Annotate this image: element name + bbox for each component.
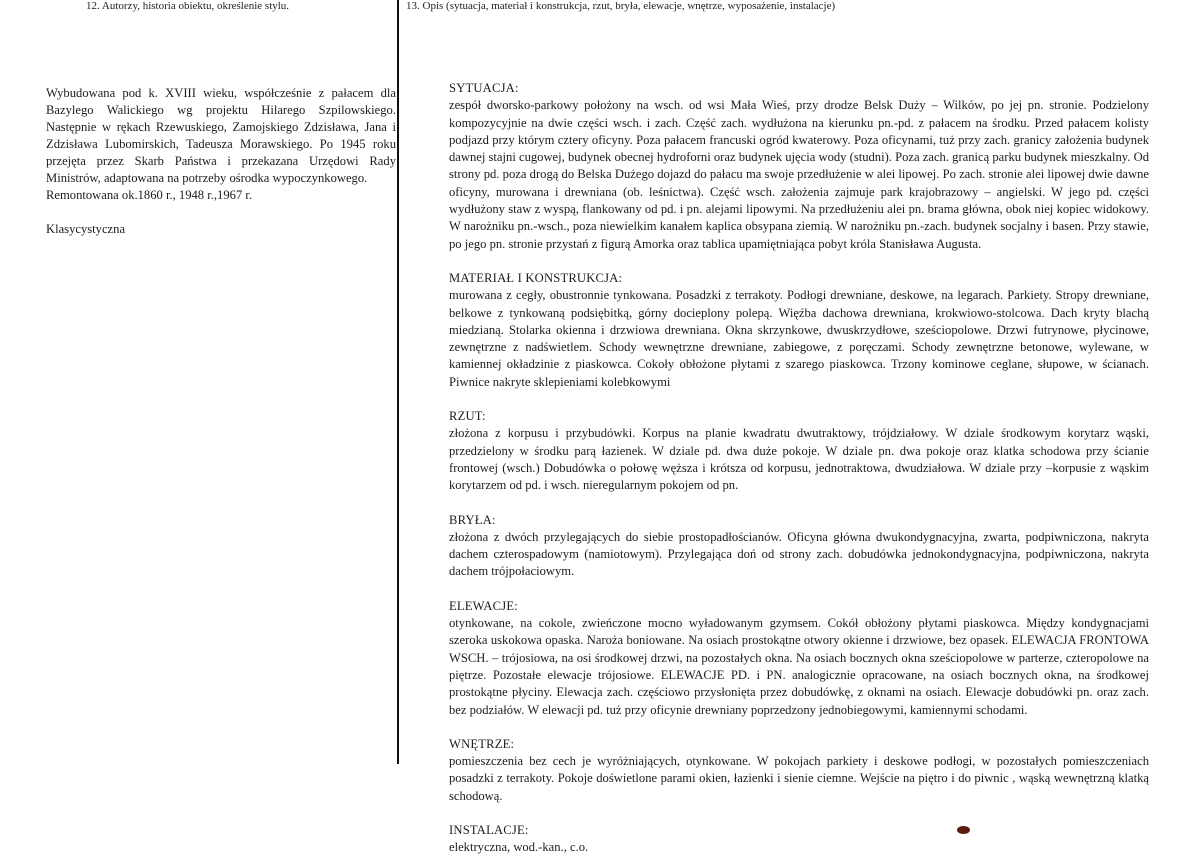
section-text: otynkowane, na cokole, zwieńczone mocno wyładowanym gzymsem. Cokół obłożony płytami piaskowca. Między kondygnacjami szeroka uskokowa opaska. Naroża boniowane. Na osiach prostokątne otwory okienne i drzwiowe, bez opasek. ELEWACJA FRONTOWA WSCH. – trójosiowa, na osi środkowej drzwi, na pozostałych okna. Na osiach bocznych okna sześciopolowe w parterze, czteropolowe na piętrze. Pozostałe elewacje trójosiowe. ELEWACJE PD. i PN. analogicznie opracowane, na osiach bocznych okna, na środkowej prostokątne płyciny. Elewacja zach. częściowo przysłonięta przez dobudówkę, z oknami na osiach. Elewacje dobudówki pn. oraz zach. bez podziałów. W elewacji pd. tuż przy oficynie drewniany poprzedzony jednobiegowymi, kamiennymi schodami. xyxy=(449,616,1149,717)
section-text: pomieszczenia bez cech je wyróżniających, otynkowane. W pokojach parkiety i deskowe podłogi, w pozostałych pomieszczeniach posadzki z terrakoty. Pokoje doświetlone parami okien, łazienki i sienie ciemne. Wejście na piętro i do piwnic , wąską wewnętrzną klatką schodową. xyxy=(449,754,1149,803)
section-text: elektryczna, wod.-kan., c.o. xyxy=(449,840,589,855)
section-text: złożona z korpusu i przybudówki. Korpus na planie kwadratu dwutraktowy, trójdziałowy. W dziale środkowym korytarz wąski, przedzielony w środku parą łazienek. W dziale pd. dwa duże pokoje. W dziale pn. dwa pokoje oraz klatka schodowa przy ścianie frontowej (wsch.) Dobudówka o połowę węższa i krótsza od korpusu, jednotraktowa, dwudziałowa. W dziale przy –korpusie z wąskim korytarzem od pd. i wsch. nieregularnym pokojem od pn. xyxy=(449,426,1149,493)
section-interior xyxy=(449,736,1149,805)
section-title: WNĘTRZE: xyxy=(449,736,515,751)
section-title: BRYŁA: xyxy=(449,512,496,527)
section-title: ELEWACJE: xyxy=(449,598,518,613)
left-column xyxy=(46,85,396,238)
section-installations xyxy=(449,822,1149,857)
ink-stain xyxy=(957,826,970,834)
section-text: murowana z cegły, obustronnie tynkowana. Posadzki z terrakoty. Podłogi drewniane, deskowe, na legarach. Parkiety. Stropy drewniane, belkowe z tynkowaną podsiębitką, górny docieplony polepą. Więźba dachowa drewniana, krokwiowo-stolcowa. Dach kryty blachą miedzianą. Stolarka okienna i drzwiowa drewniana. Okna skrzynkowe, dwuskrzydłowe, sześciopolowe. Drzwi futrynowe, płycinowe, zewnętrzne z nadświetlem. Schody wewnętrzne drewniane, zabiegowe, z poręczami. Schody zewnętrzne betonowe, wylewane, w kamiennej okładzinie z piaskowca. Cokoły obłożone płytami z szarego piaskowca. Trzony kominowe ceglane, słupowe, w ścianach. Piwnice nakryte sklepieniami kolebkowymi xyxy=(449,288,1149,389)
section-situation xyxy=(449,80,1149,253)
section-massing xyxy=(449,512,1149,581)
section-title: SYTUACJA: xyxy=(449,81,519,95)
left-column-header: 12. Autorzy, historia obiektu, określenie stylu. xyxy=(86,0,290,12)
section-title: MATERIAŁ I KONSTRUKCJA: xyxy=(449,270,623,285)
section-text: złożona z dwóch przylegających do siebie prostopadłościanów. Oficyna główna dwukondygnacyjna, zwarta, podpiwniczona, nakryta dachem czterospadowym (namiotowym). Przylegająca doń od strony zach. dobudówka jednokondygnacyjna, podpiwniczona, nakryta dachem trójpołaciowym. xyxy=(449,529,1149,579)
description-column xyxy=(449,80,1149,857)
section-elevations xyxy=(449,598,1149,719)
style-text: Klasycystyczna xyxy=(46,222,126,236)
right-column-header: 13. Opis (sytuacja, materiał i konstrukcja, rzut, bryła, elewacje, wnętrze, wyposażenie, instalacje) xyxy=(406,0,836,12)
column-divider xyxy=(397,0,399,764)
section-title: INSTALACJE: xyxy=(449,822,529,837)
renovation-text: Remontowana ok.1860 r., 1948 r.,1967 r. xyxy=(46,188,253,202)
history-text: Wybudowana pod k. XVIII wieku, współcześnie z pałacem dla Bazylego Walickiego wg projektu Hilarego Szpilowskiego. Następnie w rękach Rzewuskiego, Zamojskiego Zdzisława, Jana i Zdzisława Lubomirskich, Tadeusza Morawskiego. Po 1945 roku przejęta przez Skarb Państwa i przekazana Urzędowi Rady Ministrów, adaptowana na potrzeby ośrodka wypoczynkowego. xyxy=(46,86,396,185)
section-plan xyxy=(449,408,1149,494)
section-text: zespół dworsko-parkowy położony na wsch. od wsi Mała Wieś, przy drodze Belsk Duży – Wilków, po jej pn. stronie. Podzielony kompozycyjnie na dwie części wsch. i zach. Część zach. wydłużona na kierunku pn.-pd. z pałacem na środku. Przed pałacem kolisty podjazd przy którym cztery oficyny. Poza pałacem francuski ogród kwaterowy. Poza oficynami, tuż przy zach. granicy założenia budynek dawnej stajni cugowej, budynek obecnej hydroforni oraz budynek ujęcia wody (studni). Poza zach. granicą parku budynek mieszkalny. Od strony pd. poza drogą do Belska Dużego dojazd do pałacu ma swoje przedłużenie w alei lipowej. Po zach. stronie alei lipowej dwie dawne oficyny, murowana i drewniana (ob. leśnictwa). Część wsch. założenia zajmuje park krajobrazowy – angielski. W jego pd. części wydłużony staw z wyspą, flankowany od pd. i pn. alejami lipowymi. Na przedłużeniu alei pn. brama główna, obok niej kopiec widokowy. W narożniku pn.-wsch., poza niewielkim kanałem kaplica obsypana ziemią. W narożniku pn.-zach. budynek socjalny i basen. Przy stawie, po jego pn. stronie przystań z figurą Amorka oraz tablica upamiętniająca pobyt króla Stanisława Augusta. xyxy=(449,98,1149,251)
section-material xyxy=(449,270,1149,391)
section-title: RZUT: xyxy=(449,409,486,424)
